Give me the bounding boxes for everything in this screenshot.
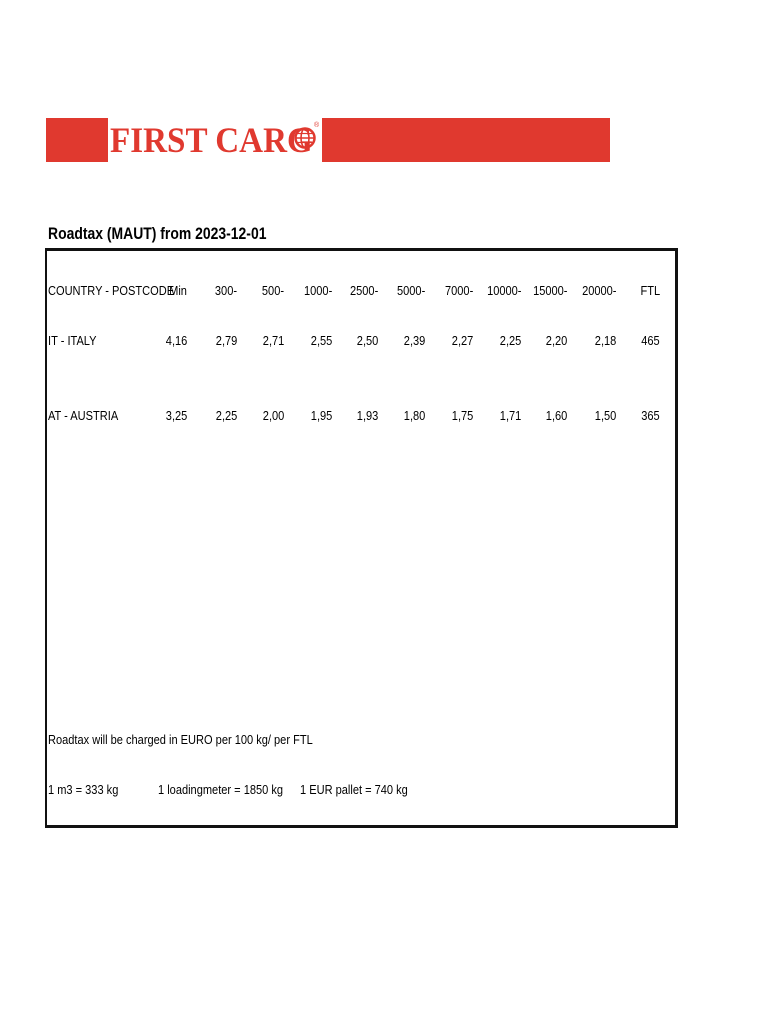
italy-5000: 2,39 (403, 333, 425, 348)
italy-7000: 2,27 (451, 333, 473, 348)
header-20000: 20000- (581, 283, 616, 298)
austria-min: 3,25 (165, 408, 187, 423)
charge-note: Roadtax will be charged in EURO per 100 kg/ per FTL (48, 732, 313, 747)
austria-10000: 1,71 (499, 408, 521, 423)
header-min: Min (169, 283, 187, 298)
company-logo (108, 118, 322, 162)
header-15000: 15000- (532, 283, 567, 298)
conversion-m3: 1 m3 = 333 kg (48, 782, 119, 797)
austria-20000: 1,50 (594, 408, 616, 423)
italy-15000: 2,20 (545, 333, 567, 348)
logo-text: FIRST CARG (110, 120, 313, 160)
header-10000: 10000- (486, 283, 521, 298)
austria-7000: 1,75 (451, 408, 473, 423)
page-title: Roadtax (MAUT) from 2023-12-01 (48, 224, 267, 243)
italy-ftl: 465 (641, 333, 660, 348)
header-300: 300- (214, 283, 237, 298)
header-2500: 2500- (349, 283, 378, 298)
row-country-austria: AT - AUSTRIA (48, 408, 119, 423)
row-country-italy: IT - ITALY (48, 333, 97, 348)
logo-banner-right (322, 118, 610, 162)
austria-2500: 1,93 (356, 408, 378, 423)
italy-1000: 2,55 (310, 333, 332, 348)
austria-300: 2,25 (215, 408, 237, 423)
header-country-postcode: COUNTRY - POSTCODE (48, 283, 175, 298)
header-1000: 1000- (303, 283, 332, 298)
header-7000: 7000- (444, 283, 473, 298)
conversion-pallet: 1 EUR pallet = 740 kg (300, 782, 408, 797)
italy-20000: 2,18 (594, 333, 616, 348)
registered-mark: ® (314, 122, 320, 129)
italy-2500: 2,50 (356, 333, 378, 348)
header-5000: 5000- (396, 283, 425, 298)
austria-15000: 1,60 (545, 408, 567, 423)
italy-500: 2,71 (262, 333, 284, 348)
italy-10000: 2,25 (499, 333, 521, 348)
italy-300: 2,79 (215, 333, 237, 348)
italy-min: 4,16 (165, 333, 187, 348)
austria-ftl: 365 (641, 408, 660, 423)
header-500: 500- (261, 283, 284, 298)
globe-icon (294, 127, 316, 149)
logo-banner-left (46, 118, 108, 162)
austria-5000: 1,80 (403, 408, 425, 423)
conversion-loadingmeter: 1 loadingmeter = 1850 kg (158, 782, 284, 797)
austria-1000: 1,95 (310, 408, 332, 423)
header-ftl: FTL (640, 283, 660, 298)
austria-500: 2,00 (262, 408, 284, 423)
